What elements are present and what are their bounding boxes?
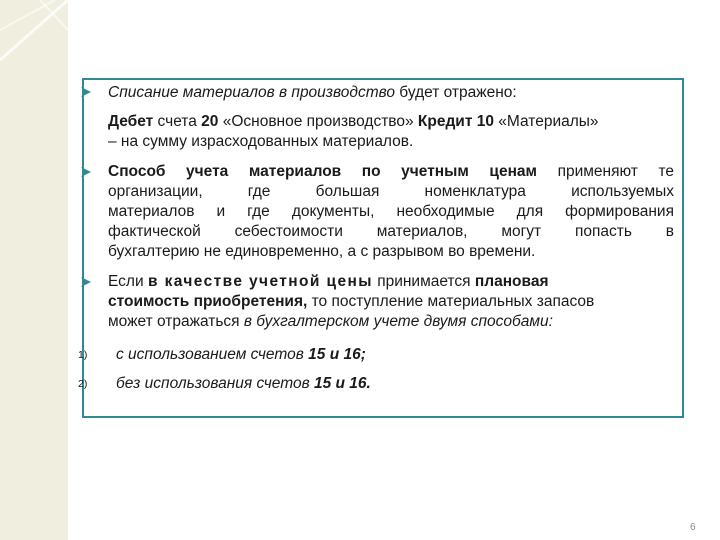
bullet-2-line-2: организации, где большая номенклатура используемых bbox=[108, 183, 674, 200]
bullet-2-line-5: бухгалтерию не единовременно, а с разрывом во времени. bbox=[108, 243, 536, 260]
page-number: 6 bbox=[690, 522, 696, 533]
bullet-3-line-3: может отражаться в бухгалтерском учете двумя способами: bbox=[108, 313, 553, 330]
decorative-left-band bbox=[0, 0, 68, 540]
list-item-2-number: 2) bbox=[78, 378, 88, 390]
bullet-3-line-1: Если в качестве учетной цены принимается плановая bbox=[108, 273, 549, 290]
bullet-2-line-4: фактической себестоимости материалов, могут попасть в bbox=[108, 223, 674, 240]
bullet-3-line-2: стоимость приобретения, то поступление материальных запасов bbox=[108, 293, 595, 310]
bullet-1-line-3: – на сумму израсходованных материалов. bbox=[108, 133, 414, 150]
arrow-bullet-icon bbox=[80, 276, 92, 288]
bullet-1-line-2: Дебет счета 20 «Основное производство» Кредит 10 «Материалы» bbox=[108, 113, 599, 130]
list-item-1-text: с использованием счетов 15 и 16; bbox=[116, 346, 366, 363]
decorative-lines bbox=[0, 0, 68, 540]
bullet-2-line-3: материалов и где документы, необходимые для формирования bbox=[108, 203, 674, 220]
arrow-bullet-icon bbox=[80, 166, 92, 178]
bullet-2-line-1: Способ учета материалов по учетным ценам применяют те bbox=[108, 163, 674, 180]
list-item-1-number: 1) bbox=[78, 349, 88, 361]
bullet-1-line-1: Списание материалов в производство будет отражено: bbox=[108, 84, 517, 101]
arrow-bullet-icon bbox=[80, 86, 92, 98]
list-item-2-text: без использования счетов 15 и 16. bbox=[116, 375, 371, 392]
